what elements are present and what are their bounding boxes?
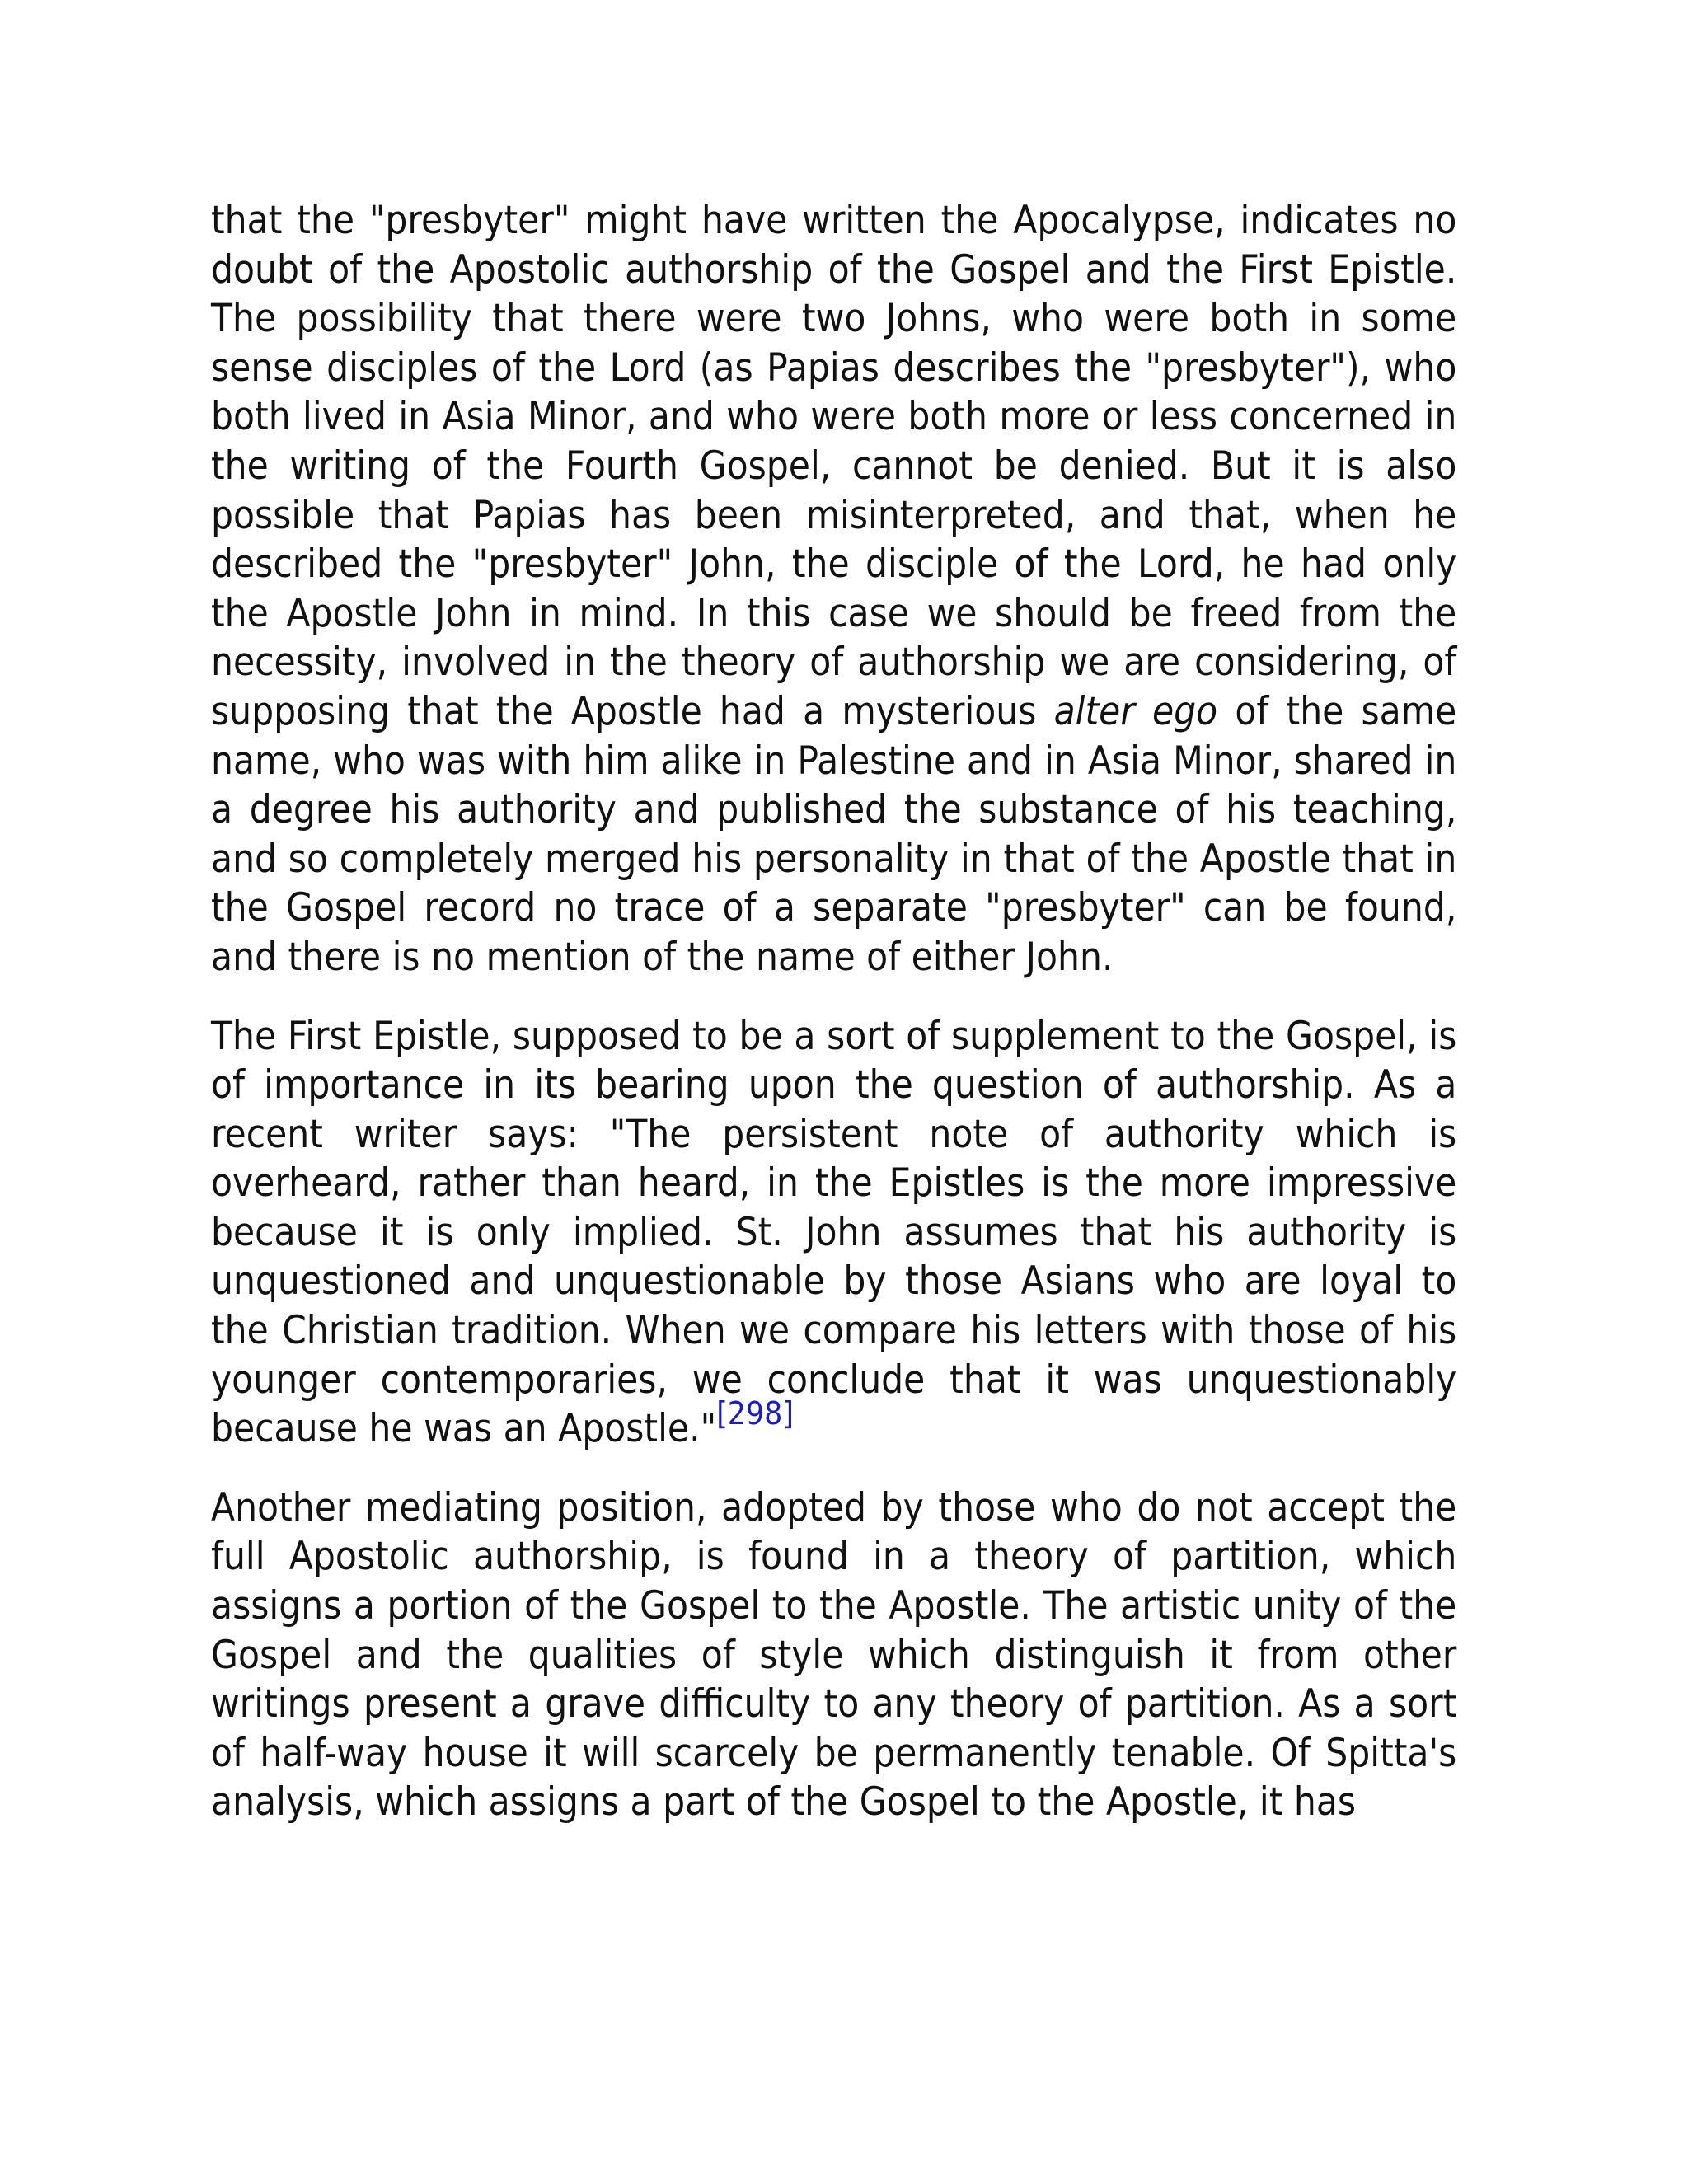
footnote-link-298[interactable]: [298] xyxy=(716,1395,794,1433)
document-page xyxy=(211,196,1456,1827)
text-segment: that the "presbyter" might have written the Apocalypse, indicates no doubt of the Apostolic authorship of the Gospel and the First Epistle. The possibility that there were two Johns, who were both in some sense disciples of the Lord (as Papias describes the "presbyter"), who both lived in Asia Minor, and who were both more or less concerned in the writing of the Fourth Gospel, cannot be denied. But it is also possible that Papias has been misinterpreted, and that, when he described the "presbyter" John, the disciple of the Lord, he had only the Apostle John in mind. In this case we should be freed from the necessity, involved in the theory of authorship we are considering, of supposing that the Apostle had a mysterious xyxy=(211,198,1457,734)
paragraph-presbyter xyxy=(211,196,1456,982)
text-segment: The First Epistle, supposed to be a sort of supplement to the Gospel, is of importance in its bearing upon the question of authorship. As a recent writer says: "The persistent note of authority which is overheard, rather than heard, in the Epistles is the more impressive because it is only implied. St. John assumes that his authority is unquestioned and unquestionable by those Asians who are loyal to the Christian tradition. When we compare his letters with those of his younger contemporaries, we conclude that it was unquestionably because he was an Apostle." xyxy=(211,1013,1457,1452)
paragraph-partition-theory xyxy=(211,1483,1456,1827)
text-segment: of the same name, who was with him alike in Palestine and in Asia Minor, shared in a degree his authority and published the substance of his teaching, and so completely merged his personality in that of the Apostle that in the Gospel record no trace of a separate "presbyter" can be found, and there is no mention of the name of either John. xyxy=(211,688,1457,980)
text-segment: Another mediating position, adopted by those who do not accept the full Apostolic authorship, is found in a theory of partition, which assigns a portion of the Gospel to the Apostle. The artistic unity of the Gospel and the qualities of style which distinguish it from other writings present a grave difficulty to any theory of partition. As a sort of half-way house it will scarcely be permanently tenable. Of Spitta's analysis, which assigns a part of the Gospel to the Apostle, it has xyxy=(211,1484,1457,1825)
italic-phrase-alter-ego: alter ego xyxy=(1053,688,1218,734)
paragraph-first-epistle xyxy=(211,1012,1456,1454)
